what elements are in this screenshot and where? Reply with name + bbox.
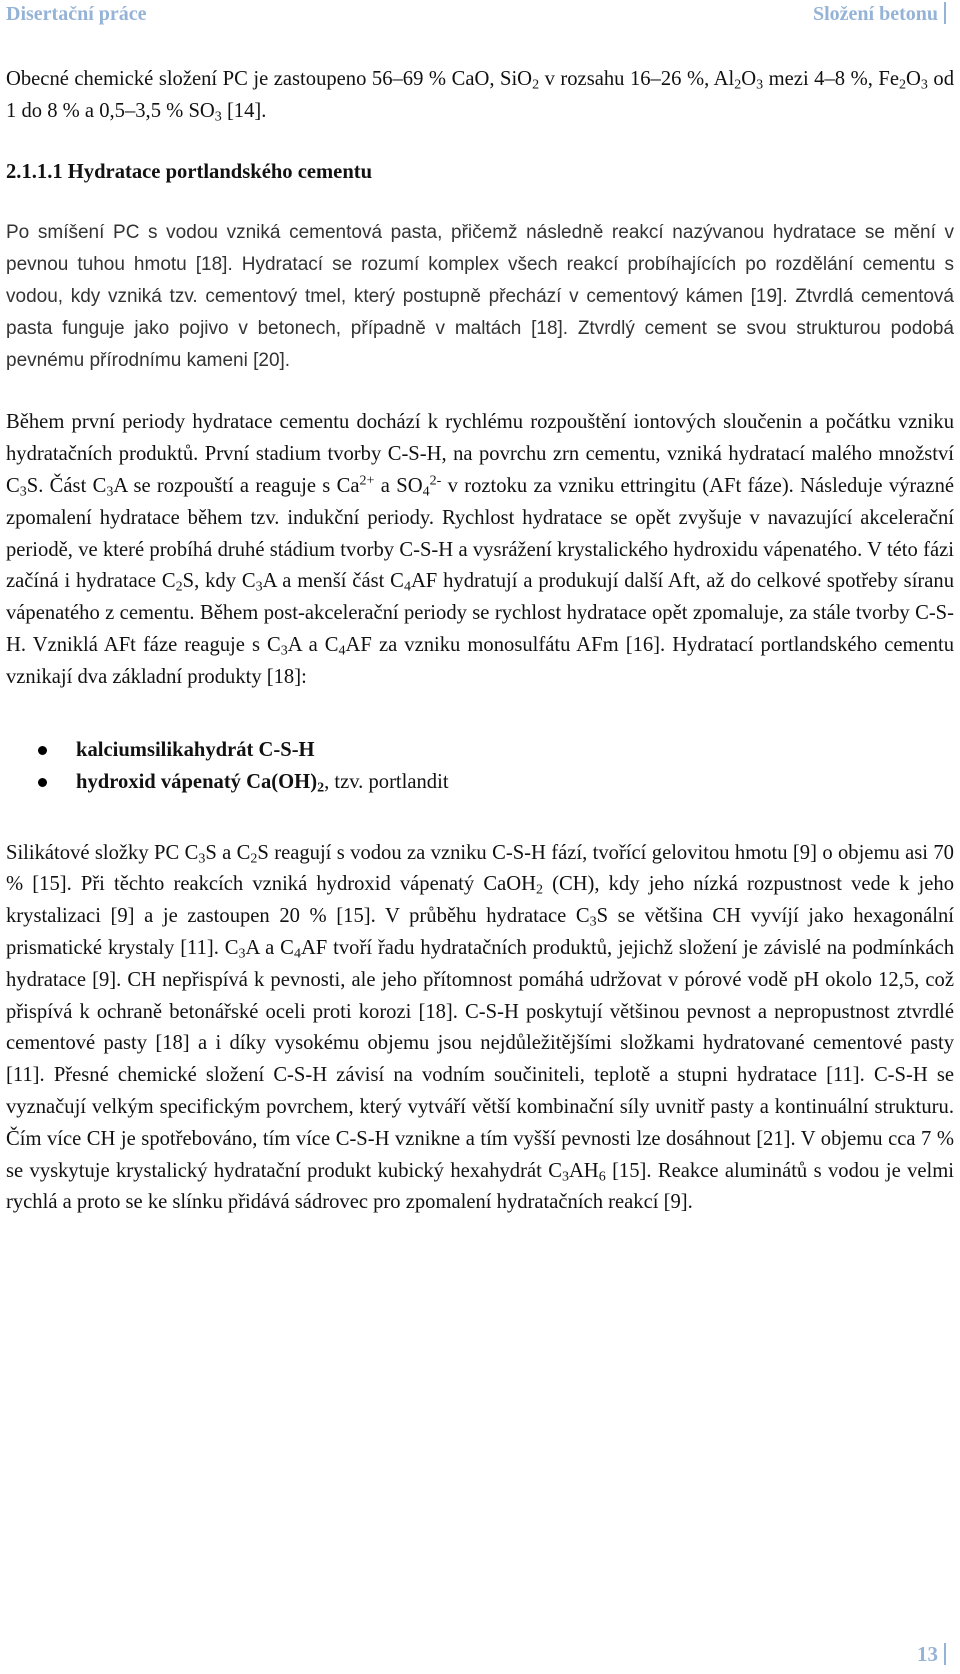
subscript: 3 [255, 579, 263, 595]
paragraph-hydration-periods [6, 407, 954, 693]
footer-separator-bar [944, 1643, 946, 1665]
list-item-text: hydroxid vápenatý Ca(OH) [76, 770, 318, 793]
subscript: 3 [106, 484, 114, 500]
subscript: 3 [198, 851, 206, 867]
header-separator-bar [944, 2, 946, 24]
subscript: 3 [280, 643, 288, 659]
subscript: 3 [756, 77, 764, 93]
text-run: AF za vzniku monosulfátu AFm [16]. Hydratací portlandského cementu vznikají dva základní produkty [18]: [6, 633, 954, 688]
text-run: AF tvoří řadu hydratačních produktů, jejichž složení je závislé na podmínkách hydratace [9]. CH nepřispívá k pevnosti, ale jeho přítomnost pomáhá udržovat v pórové vodě pH okolo 12,5, což přispívá k ochraně betonářské oceli proti korozi [18]. C-S-H poskytují většinou pevnost a nepropustnost ztvrdlé cementové pasty [18] a i díky vysokému objemu jsou nejdůležitějšími složkami hydratované cementové pasty [11]. Přesné chemické složení C-S-H závisí na vodním součiniteli, teplotě a stupni hydratace [11]. C-S-H se vyznačují velkým specifickým povrchem, který vytváří větší kombinační síly uvnitř pasty a kontinuální strukturu. Čím více CH je spotřebováno, tím více C-S-H vznikne a tím vyšší pevnosti lze dosáhnout [21]. V objemu cca 7 % se vyskytuje krystalický hydratační produkt kubický hexahydrát C [6, 936, 955, 1182]
section-heading: 2.1.1.1 Hydratace portlandského cementu [6, 160, 373, 183]
paragraph-composition [6, 64, 954, 128]
page-number: 13 [917, 1642, 938, 1666]
running-header-left: Disertační práce [6, 3, 147, 25]
list-item-text: , tzv. portlandit [324, 770, 449, 793]
subscript: 4 [422, 484, 430, 500]
paragraph-hydration-intro: Po smíšení PC s vodou vzniká cementová pasta, přičemž následně reakcí nazývanou hydratace se mění v pevnou tuhou hmotu [18]. Hydratací se rozumí komplex všech reakcí probíhajících po rozdělání cementu s vodou, kdy vzniká tzv. cementový tmel, který postupně přechází v cementový kámen [19]. Ztvrdlá cementová pasta funguje jako pojivo v betonech, případně v maltách [18]. Ztvrdlý cement se svou strukturou podobá pevnému přírodnímu kameni [20]. [6, 222, 954, 371]
page-body [6, 64, 954, 1219]
running-header-right [813, 0, 946, 32]
subscript: 2 [734, 77, 742, 93]
text-run: Silikátové složky PC C [6, 841, 199, 864]
text-run: [15]. Reakce aluminátů s vodou je velmi rychlá a proto se ke slínku přidává sádrovec pro zpomalení hydratačních reakcí [9]. [6, 1159, 954, 1214]
subscript: 6 [598, 1169, 606, 1185]
subscript: 3 [19, 484, 27, 500]
list-item-text: kalciumsilikahydrát C-S-H [76, 738, 315, 761]
subscript: 2 [899, 77, 907, 93]
text-run: a SO [374, 474, 423, 497]
text-run: Obecné chemické složení PC je zastoupeno 56–69 % CaO, SiO [6, 68, 533, 90]
subscript: 4 [293, 946, 301, 962]
subscript: 3 [214, 109, 222, 125]
subscript: 4 [338, 643, 346, 659]
running-header-right-text: Složení betonu [812, 3, 938, 25]
text-run: v roztoku za vzniku ettringitu (AFt fáze). Následuje výrazné zpomalení hydratace během tzv. indukční periody. Rychlost hydratace se opět zvyšuje v navazující akcelerační periodě, ve které probíhá druhé stádium tvorby C-S-H a vysrážení krystalického hydroxidu vápenatého. V této fázi začíná i hydratace C [6, 474, 955, 593]
subscript: 2 [317, 780, 325, 796]
text-run: A se rozpouští a reaguje s Ca [113, 474, 360, 497]
text-run: A a C [245, 936, 294, 959]
text-run: O [906, 68, 921, 90]
subscript: 2 [175, 579, 183, 595]
text-run: mezi 4–8 %, Fe [763, 68, 900, 90]
hydration-products-list [6, 734, 954, 798]
text-run: S reagují s vodou za vzniku C-S-H fází, tvořící gelovitou hmotu [9] o objemu asi 70 % [15]. Při těchto reakcích vzniká hydroxid vápenatý CaOH [6, 841, 954, 896]
subscript: 3 [238, 946, 246, 962]
subscript: 2 [250, 851, 258, 867]
subscript: 2 [535, 882, 543, 898]
list-item [6, 734, 954, 766]
subscript: 3 [920, 77, 928, 93]
text-run: S, kdy C [182, 570, 256, 593]
text-run: [14]. [221, 99, 267, 122]
text-run: v rozsahu 16–26 %, Al [539, 68, 735, 90]
subscript: 3 [589, 914, 597, 930]
subscript: 2 [532, 77, 540, 93]
text-run: Během první periody hydratace cementu dochází k rychlému rozpouštění iontových sloučenin a počátku vzniku hydratačních produktů. První stadium tvorby C-S-H, na povrchu zrn cementu, vzniká hydratací malého množství C [6, 411, 954, 497]
text-run: A a menší část C [262, 570, 404, 593]
list-item [6, 766, 954, 798]
text-run: O [741, 68, 757, 90]
paragraph-silicate-components [6, 838, 954, 1220]
superscript: 2- [429, 473, 442, 489]
page-number-footer [917, 1640, 946, 1668]
text-run: A a C [287, 633, 339, 656]
text-run: AF hydratují a produkují další Aft, až do celkové spotřeby síranu vápenatého z cementu. Během post-akcelerační periody se rychlost hydratace opět zpomaluje, za stále tvorby C-S-H. Vzniklá AFt fáze reaguje s C [6, 570, 955, 656]
text-run: S se většina CH vyvíjí jako hexagonální prismatické krystaly [11]. C [6, 905, 954, 959]
text-run: od 1 do 8 % a 0,5–3,5 % SO [6, 68, 955, 122]
subscript: 4 [403, 579, 411, 595]
subscript: 3 [561, 1169, 569, 1185]
text-run: AH [568, 1159, 599, 1182]
superscript: 2+ [359, 473, 375, 489]
text-run: S a C [205, 841, 251, 864]
text-run: (CH), kdy jeho nízká rozpustnost vede k jeho krystalizaci [9] a je zastoupen 20 % [15]. V průběhu hydratace C [6, 873, 954, 928]
text-run: S. Část C [26, 474, 107, 497]
